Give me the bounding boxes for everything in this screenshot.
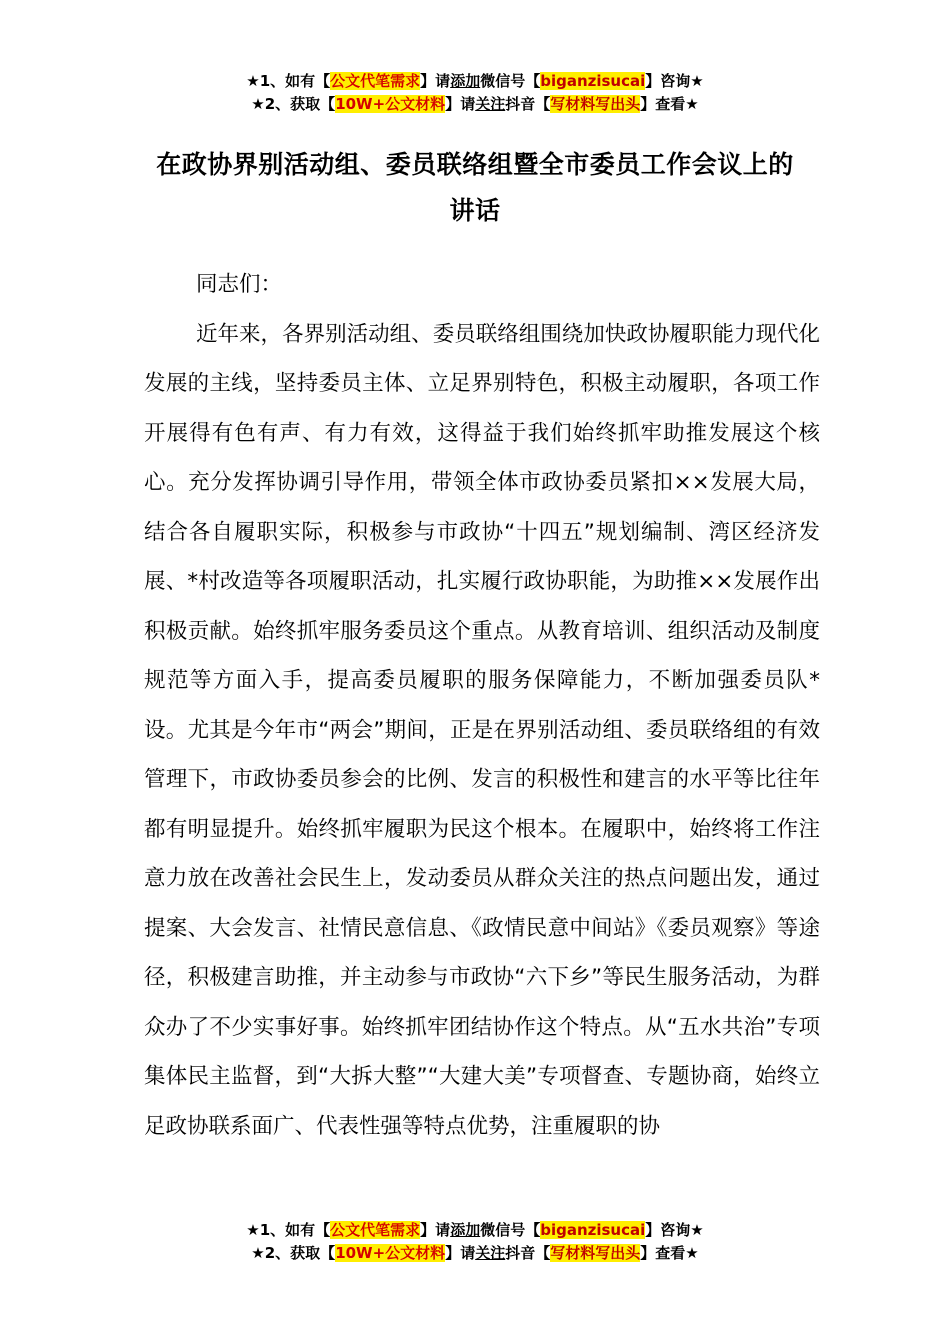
- banner-emphasis: 关注: [475, 95, 506, 113]
- banner-text: 抖音【: [505, 95, 551, 113]
- banner-line-1: [0, 1219, 950, 1242]
- banner-emphasis: 关注: [475, 1244, 506, 1262]
- banner-text: ★2、获取【: [251, 1244, 336, 1262]
- footer-banner: [0, 1219, 950, 1265]
- banner-text: 】咨询★: [645, 1221, 704, 1239]
- banner-text: ★2、获取【: [251, 95, 336, 113]
- banner-highlight: 公文代笔需求: [330, 1221, 421, 1239]
- banner-text: 】请: [445, 1244, 476, 1262]
- document-body: [144, 260, 820, 1151]
- body-paragraph: 近年来，各界别活动组、委员联络组围绕加快政协履职能力现代化发展的主线，坚持委员主体、立足界别特色，积极主动履职，各项工作开展得有色有声、有力有效，这得益于我们始终抓牢助推发展这个核心。充分发挥协调引导作用，带领全体市政协委员紧扣××发展大局，结合各自履职实际，积极参与市政协“十四五”规划编制、湾区经济发展、*村改造等各项履职活动，扎实履行政协职能，为助推××发展作出积极贡献。始终抓牢服务委员这个重点。从教育培训、组织活动及制度规范等方面入手，提高委员履职的服务保障能力，不断加强委员队*设。尤其是今年市“两会”期间，正是在界别活动组、委员联络组的有效管理下，市政协委员参会的比例、发言的积极性和建言的水平等比往年都有明显提升。始终抓牢履职为民这个根本。在履职中，始终将工作注意力放在改善社会民生上，发动委员从群众关注的热点问题出发，通过提案、大会发言、社情民意信息、《政情民意中间站》《委员观察》等途径，积极建言助推，并主动参与市政协“六下乡”等民生服务活动，为群众办了不少实事好事。始终抓牢团结协作这个特点。从“五水共治”专项集体民主监督，到“大拆大整”“大建大美”专项督查、专题协商，始终立足政协联系面广、代表性强等特点优势，注重履职的协: [144, 321, 820, 1139]
- title-line-2: 讲话: [449, 196, 501, 225]
- banner-emphasis: 添加: [450, 72, 481, 90]
- banner-highlight: 10W+公文材料: [335, 95, 446, 113]
- document-title: [100, 142, 850, 234]
- banner-highlight: 10W+公文材料: [335, 1244, 446, 1262]
- banner-highlight: 写材料写出头: [550, 95, 641, 113]
- banner-highlight: biganzisucai: [540, 1221, 646, 1239]
- banner-text: 微信号【: [480, 72, 541, 90]
- title-line-1: 在政协界别活动组、委员联络组暨全市委员工作会议上的: [156, 150, 794, 179]
- banner-line-1: [0, 70, 950, 93]
- banner-line-2: [0, 1242, 950, 1265]
- banner-text: ★1、如有【: [246, 1221, 331, 1239]
- greeting: 同志们：: [196, 272, 283, 297]
- banner-highlight: 公文代笔需求: [330, 72, 421, 90]
- banner-highlight: 写材料写出头: [550, 1244, 641, 1262]
- banner-emphasis: 添加: [450, 1221, 481, 1239]
- banner-text: 】查看★: [640, 1244, 699, 1262]
- banner-line-2: [0, 93, 950, 116]
- banner-text: 微信号【: [480, 1221, 541, 1239]
- banner-text: 】咨询★: [645, 72, 704, 90]
- banner-text: 】请: [420, 1221, 451, 1239]
- header-banner: [0, 70, 950, 116]
- banner-text: ★1、如有【: [246, 72, 331, 90]
- banner-text: 】查看★: [640, 95, 699, 113]
- banner-text: 】请: [420, 72, 451, 90]
- banner-text: 】请: [445, 95, 476, 113]
- banner-text: 抖音【: [505, 1244, 551, 1262]
- banner-highlight: biganzisucai: [540, 72, 646, 90]
